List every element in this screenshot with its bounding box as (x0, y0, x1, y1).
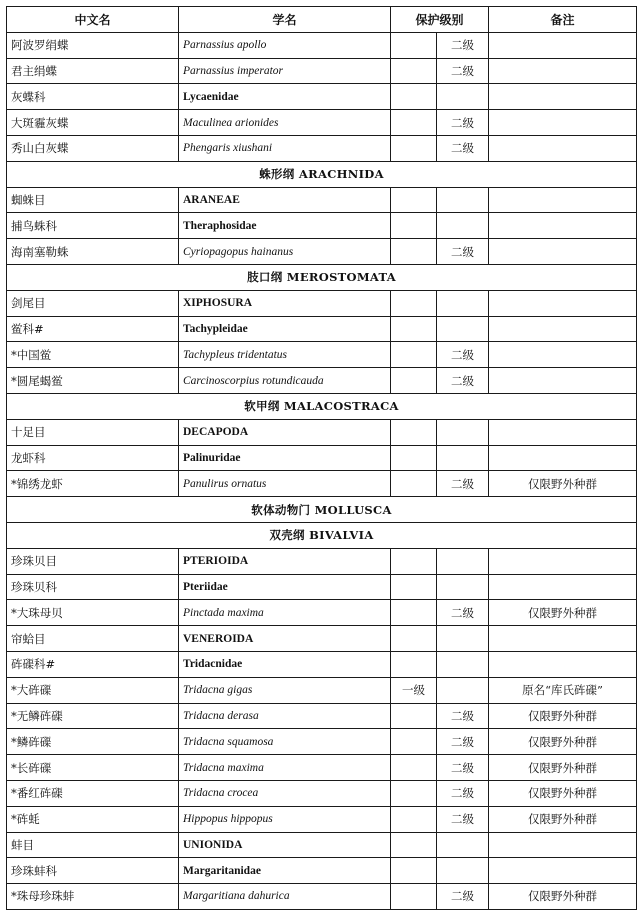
scientific-name-cell: UNIONIDA (179, 832, 391, 858)
table-row (7, 290, 637, 316)
scientific-name-cell: VENEROIDA (179, 626, 391, 652)
table-row (7, 600, 637, 626)
remark-cell (489, 342, 637, 368)
chinese-name-cell: *鳞砗磲 (7, 729, 179, 755)
level-one-cell (391, 651, 437, 677)
chinese-name-cell: 龙虾科 (7, 445, 179, 471)
level-two-cell (437, 651, 489, 677)
remark-cell (489, 135, 637, 161)
level-one-cell (391, 445, 437, 471)
level-two-cell: 二级 (437, 884, 489, 910)
level-one-cell (391, 858, 437, 884)
level-one-cell (391, 755, 437, 781)
section-title: 蛛形纲 ARACHNIDA (7, 161, 637, 187)
chinese-name-cell: *长砗磲 (7, 755, 179, 781)
table-row (7, 445, 637, 471)
level-one-cell (391, 32, 437, 58)
table-row (7, 471, 637, 497)
chinese-name-cell: *大珠母贝 (7, 600, 179, 626)
remark-cell (489, 213, 637, 239)
remark-cell (489, 58, 637, 84)
chinese-name-cell: 砗磲科# (7, 651, 179, 677)
section-title: 软体动物门 MOLLUSCA (7, 497, 637, 523)
remark-cell: 仅限野外种群 (489, 600, 637, 626)
table-row (7, 677, 637, 703)
level-two-cell (437, 832, 489, 858)
level-two-cell (437, 548, 489, 574)
chinese-name-cell: *砗蚝 (7, 806, 179, 832)
scientific-name-cell: Maculinea arionides (179, 110, 391, 136)
scientific-name-cell: Tachypleidae (179, 316, 391, 342)
remark-cell: 仅限野外种群 (489, 780, 637, 806)
remark-cell (489, 290, 637, 316)
remark-cell (489, 858, 637, 884)
level-two-cell (437, 445, 489, 471)
level-two-cell (437, 290, 489, 316)
scientific-name-cell: Tachypleus tridentatus (179, 342, 391, 368)
level-two-cell (437, 419, 489, 445)
header-chinese-name: 中文名 (7, 7, 179, 33)
level-one-cell: 一级 (391, 677, 437, 703)
scientific-name-cell: Tridacnidae (179, 651, 391, 677)
table-row (7, 832, 637, 858)
chinese-name-cell: 阿波罗绢蝶 (7, 32, 179, 58)
level-two-cell (437, 187, 489, 213)
chinese-name-cell: 珍珠蚌科 (7, 858, 179, 884)
table-row (7, 806, 637, 832)
remark-cell (489, 239, 637, 265)
table-row (7, 32, 637, 58)
level-one-cell (391, 187, 437, 213)
scientific-name-cell: Panulirus ornatus (179, 471, 391, 497)
level-two-cell: 二级 (437, 342, 489, 368)
remark-cell (489, 316, 637, 342)
remark-cell (489, 832, 637, 858)
scientific-name-cell: Tridacna crocea (179, 780, 391, 806)
remark-cell: 仅限野外种群 (489, 755, 637, 781)
level-two-cell (437, 858, 489, 884)
level-two-cell: 二级 (437, 755, 489, 781)
remark-cell (489, 574, 637, 600)
level-one-cell (391, 574, 437, 600)
section-row (7, 264, 637, 290)
protected-species-table (6, 6, 637, 910)
chinese-name-cell: 大斑霾灰蝶 (7, 110, 179, 136)
scientific-name-cell: Tridacna derasa (179, 703, 391, 729)
level-one-cell (391, 58, 437, 84)
remark-cell (489, 110, 637, 136)
level-one-cell (391, 419, 437, 445)
scientific-name-cell: XIPHOSURA (179, 290, 391, 316)
header-remarks: 备注 (489, 7, 637, 33)
chinese-name-cell: 帘蛤目 (7, 626, 179, 652)
level-one-cell (391, 703, 437, 729)
chinese-name-cell: *中国鲎 (7, 342, 179, 368)
level-two-cell (437, 84, 489, 110)
level-one-cell (391, 832, 437, 858)
table-row (7, 574, 637, 600)
scientific-name-cell: Hippopus hippopus (179, 806, 391, 832)
header-scientific-name: 学名 (179, 7, 391, 33)
level-one-cell (391, 239, 437, 265)
level-two-cell: 二级 (437, 32, 489, 58)
table-row (7, 780, 637, 806)
scientific-name-cell: Parnassius apollo (179, 32, 391, 58)
scientific-name-cell: Tridacna squamosa (179, 729, 391, 755)
level-one-cell (391, 290, 437, 316)
chinese-name-cell: 珍珠贝科 (7, 574, 179, 600)
remark-cell (489, 419, 637, 445)
table-row (7, 419, 637, 445)
table-body (7, 32, 637, 909)
scientific-name-cell: Parnassius imperator (179, 58, 391, 84)
chinese-name-cell: 捕鸟蛛科 (7, 213, 179, 239)
scientific-name-cell: Carcinoscorpius rotundicauda (179, 368, 391, 394)
scientific-name-cell: DECAPODA (179, 419, 391, 445)
remark-cell (489, 651, 637, 677)
remark-cell: 仅限野外种群 (489, 806, 637, 832)
table-row (7, 342, 637, 368)
remark-cell: 原名“库氏砗磲” (489, 677, 637, 703)
table-row (7, 84, 637, 110)
level-one-cell (391, 110, 437, 136)
header-protection-level: 保护级别 (391, 7, 489, 33)
section-row (7, 522, 637, 548)
level-one-cell (391, 213, 437, 239)
level-two-cell: 二级 (437, 110, 489, 136)
level-two-cell: 二级 (437, 58, 489, 84)
table-row (7, 316, 637, 342)
table-header-row (7, 7, 637, 33)
chinese-name-cell: 鲎科# (7, 316, 179, 342)
level-two-cell: 二级 (437, 806, 489, 832)
chinese-name-cell: *锦绣龙虾 (7, 471, 179, 497)
table-row (7, 135, 637, 161)
level-one-cell (391, 316, 437, 342)
chinese-name-cell: 剑尾目 (7, 290, 179, 316)
scientific-name-cell: Tridacna gigas (179, 677, 391, 703)
scientific-name-cell: Phengaris xiushani (179, 135, 391, 161)
remark-cell (489, 445, 637, 471)
level-one-cell (391, 729, 437, 755)
remark-cell: 仅限野外种群 (489, 471, 637, 497)
section-row (7, 497, 637, 523)
remark-cell (489, 187, 637, 213)
table-row (7, 651, 637, 677)
chinese-name-cell: *大砗磲 (7, 677, 179, 703)
chinese-name-cell: 珍珠贝目 (7, 548, 179, 574)
level-one-cell (391, 806, 437, 832)
level-two-cell (437, 316, 489, 342)
remark-cell (489, 32, 637, 58)
table-row (7, 755, 637, 781)
scientific-name-cell: PTERIOIDA (179, 548, 391, 574)
section-title: 双壳纲 BIVALVIA (7, 522, 637, 548)
level-one-cell (391, 548, 437, 574)
chinese-name-cell: 蚌目 (7, 832, 179, 858)
chinese-name-cell: 秀山白灰蝶 (7, 135, 179, 161)
level-two-cell (437, 213, 489, 239)
section-row (7, 393, 637, 419)
level-two-cell: 二级 (437, 239, 489, 265)
scientific-name-cell: Pinctada maxima (179, 600, 391, 626)
level-two-cell: 二级 (437, 368, 489, 394)
level-two-cell (437, 677, 489, 703)
remark-cell: 仅限野外种群 (489, 729, 637, 755)
scientific-name-cell: Palinuridae (179, 445, 391, 471)
table-row (7, 884, 637, 910)
remark-cell (489, 84, 637, 110)
remark-cell (489, 548, 637, 574)
chinese-name-cell: *番红砗磲 (7, 780, 179, 806)
level-two-cell: 二级 (437, 600, 489, 626)
remark-cell: 仅限野外种群 (489, 884, 637, 910)
level-one-cell (391, 884, 437, 910)
scientific-name-cell: Lycaenidae (179, 84, 391, 110)
remark-cell: 仅限野外种群 (489, 703, 637, 729)
chinese-name-cell: 海南塞勒蛛 (7, 239, 179, 265)
level-one-cell (391, 600, 437, 626)
table-row (7, 187, 637, 213)
table-row (7, 858, 637, 884)
level-two-cell: 二级 (437, 471, 489, 497)
table-row (7, 239, 637, 265)
level-two-cell: 二级 (437, 780, 489, 806)
table-row (7, 548, 637, 574)
scientific-name-cell: Tridacna maxima (179, 755, 391, 781)
table-row (7, 626, 637, 652)
level-two-cell (437, 626, 489, 652)
level-one-cell (391, 471, 437, 497)
remark-cell (489, 626, 637, 652)
scientific-name-cell: Pteriidae (179, 574, 391, 600)
table-row (7, 213, 637, 239)
chinese-name-cell: *无鳞砗磲 (7, 703, 179, 729)
chinese-name-cell: 灰蝶科 (7, 84, 179, 110)
chinese-name-cell: 蜘蛛目 (7, 187, 179, 213)
chinese-name-cell: 十足目 (7, 419, 179, 445)
level-one-cell (391, 368, 437, 394)
scientific-name-cell: Cyriopagopus hainanus (179, 239, 391, 265)
table-row (7, 368, 637, 394)
level-one-cell (391, 135, 437, 161)
section-title: 肢口纲 MEROSTOMATA (7, 264, 637, 290)
level-two-cell (437, 574, 489, 600)
level-one-cell (391, 84, 437, 110)
chinese-name-cell: *珠母珍珠蚌 (7, 884, 179, 910)
level-two-cell: 二级 (437, 703, 489, 729)
level-two-cell: 二级 (437, 135, 489, 161)
remark-cell (489, 368, 637, 394)
scientific-name-cell: Theraphosidae (179, 213, 391, 239)
section-row (7, 161, 637, 187)
chinese-name-cell: 君主绢蝶 (7, 58, 179, 84)
table-row (7, 703, 637, 729)
table-row (7, 110, 637, 136)
section-title: 软甲纲 MALACOSTRACA (7, 393, 637, 419)
table-row (7, 58, 637, 84)
level-one-cell (391, 780, 437, 806)
scientific-name-cell: Margaritanidae (179, 858, 391, 884)
scientific-name-cell: ARANEAE (179, 187, 391, 213)
level-one-cell (391, 342, 437, 368)
level-one-cell (391, 626, 437, 652)
table-row (7, 729, 637, 755)
scientific-name-cell: Margaritiana dahurica (179, 884, 391, 910)
chinese-name-cell: *圆尾蝎鲎 (7, 368, 179, 394)
level-two-cell: 二级 (437, 729, 489, 755)
